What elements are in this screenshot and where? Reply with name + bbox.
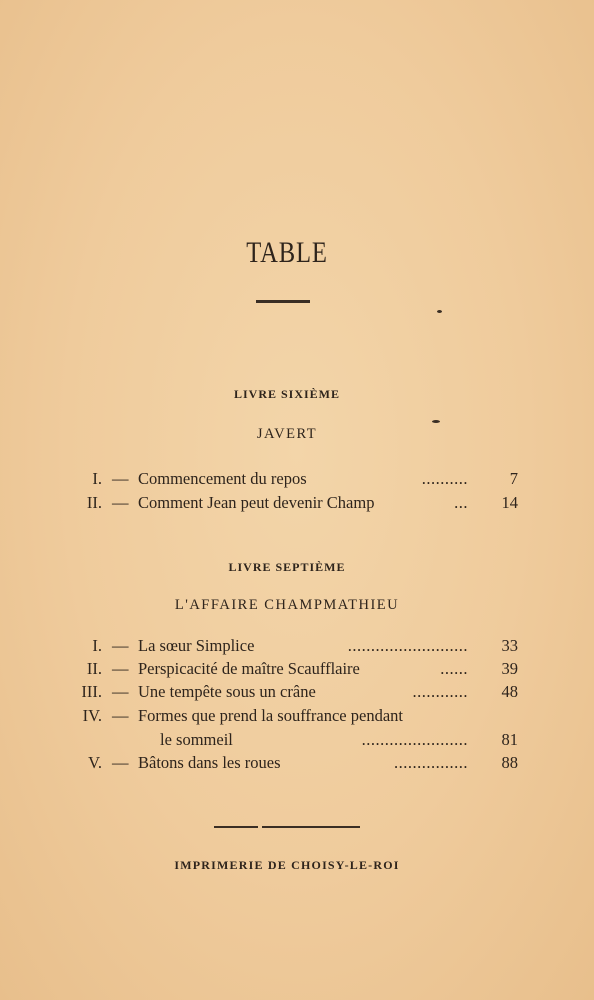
chapter-number: I. [92, 469, 102, 488]
chapter-number: V. [88, 753, 102, 772]
chapter-title: La sœur Simplice [138, 636, 255, 655]
chapter-title: Commencement du repos [138, 469, 307, 488]
livre-septieme-heading: LIVRE SEPTIÈME [228, 560, 346, 574]
leader-dots: ....................... [361, 730, 468, 749]
leader-dots: .......... [421, 469, 468, 488]
livre-sixieme-heading: LIVRE SIXIÈME [233, 387, 341, 401]
printer-imprint: IMPRIMERIE DE CHOISY-LE-ROI [174, 858, 400, 872]
chapter-number: III. [81, 682, 102, 701]
chapter-number: I. [92, 636, 102, 655]
page-number: 33 [501, 636, 518, 655]
paper-speck [432, 420, 440, 423]
toc-entry[interactable] [70, 635, 520, 657]
page-number: 7 [509, 469, 518, 488]
toc-entry[interactable] [70, 658, 520, 680]
toc-entry[interactable] [70, 681, 520, 703]
toc-entry[interactable] [70, 468, 520, 490]
page-number: 48 [501, 682, 518, 701]
chapter-number: II. [86, 493, 102, 512]
part-title-javert: JAVERT [256, 426, 318, 442]
paper-speck [437, 310, 442, 313]
dash: — [112, 706, 129, 725]
toc-entry-continuation[interactable] [70, 729, 520, 751]
page-number: 39 [501, 659, 518, 678]
dash: — [112, 659, 129, 678]
dash: — [112, 682, 129, 701]
dash: — [112, 636, 129, 655]
leader-dots: ................ [394, 753, 468, 772]
leader-dots: ... [454, 493, 468, 512]
page-number: 14 [501, 493, 518, 512]
leader-dots: .......................... [347, 636, 468, 655]
chapter-title: le sommeil [160, 730, 233, 749]
page-title: TABLE [246, 236, 328, 269]
chapter-title: Formes que prend la souffrance pendant [138, 706, 403, 725]
toc-entry[interactable] [70, 492, 520, 514]
leader-dots: ............ [412, 682, 468, 701]
chapter-title: Comment Jean peut devenir Champ [138, 493, 375, 512]
chapter-number: IV. [82, 706, 102, 725]
bottom-rule-left [214, 826, 258, 828]
dash: — [112, 753, 129, 772]
chapter-title: Bâtons dans les roues [138, 753, 281, 772]
chapter-title: Perspicacité de maître Scaufflaire [138, 659, 360, 678]
page-number: 88 [501, 753, 518, 772]
page-number: 81 [501, 730, 518, 749]
bottom-rule-right [262, 826, 360, 828]
chapter-number: II. [86, 659, 102, 678]
toc-entry[interactable] [70, 705, 520, 727]
title-rule [256, 300, 310, 303]
dash: — [112, 493, 129, 512]
chapter-title: Une tempête sous un crâne [138, 682, 316, 701]
toc-entry[interactable] [70, 752, 520, 774]
dash: — [112, 469, 129, 488]
leader-dots: ...... [440, 659, 468, 678]
part-title-champmathieu: L'AFFAIRE CHAMPMATHIEU [174, 597, 400, 613]
